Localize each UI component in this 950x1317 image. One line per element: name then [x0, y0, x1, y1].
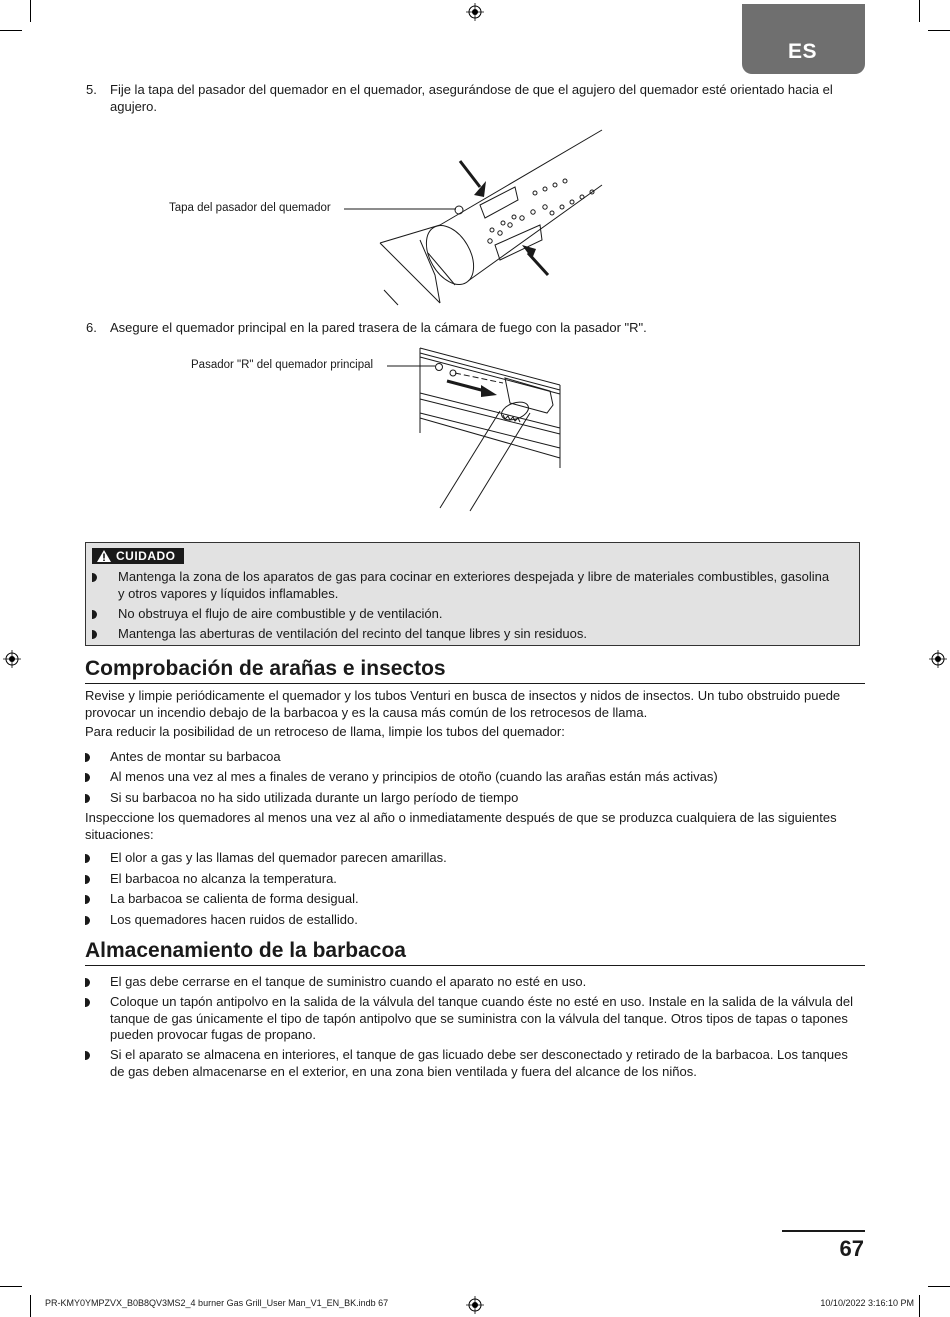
registration-mark-icon — [3, 650, 21, 668]
bullet-icon — [92, 610, 97, 619]
step-text: Asegure el quemador principal en la pared trasera de la cámara de fuego con la pasador "R". — [110, 320, 647, 335]
step-5 — [86, 82, 866, 116]
caution-label: CUIDADO — [116, 549, 176, 563]
bullet-icon — [85, 773, 90, 782]
list-item-text: La barbacoa se calienta de forma desigual. — [110, 891, 359, 906]
list-item-text: Si el aparato se almacena en interiores, el tanque de gas licuado debe ser desconectado y retirado de la barbacoa. Los tanques de gas deben almacenarse en el exterior, en una zona bien ventilada y fuera del alcance de los niños. — [110, 1047, 848, 1079]
caution-box — [85, 542, 860, 646]
section-paragraph: Inspeccione los quemadores al menos una vez al año o inmediatamente después de que se produzca cualquiera de las siguientes situaciones: — [85, 810, 837, 842]
bullet-icon — [92, 573, 97, 582]
caution-badge — [92, 548, 184, 564]
bullet-icon — [85, 794, 90, 803]
registration-mark-icon — [929, 650, 947, 668]
list-item-text: El gas debe cerrarse en el tanque de suministro cuando el aparato no esté en uso. — [110, 974, 587, 989]
caution-item-text: Mantenga la zona de los aparatos de gas para cocinar en exteriores despejada y libre de materiales combustibles, gasolina y otros vapores y líquidos inflamables. — [118, 569, 830, 601]
crop-mark — [0, 1286, 22, 1287]
registration-mark-icon — [466, 3, 484, 21]
caution-item-text: Mantenga las aberturas de ventilación del recinto del tanque libres y sin residuos. — [118, 626, 587, 641]
caution-item — [92, 626, 852, 643]
list-item-text: Al menos una vez al mes a finales de verano y principios de otoño (cuando las arañas están más activas) — [110, 769, 718, 784]
main-burner-r-pin-illustration — [385, 343, 565, 513]
crop-mark — [919, 1295, 920, 1317]
bullet-icon — [85, 854, 90, 863]
crop-mark — [30, 1295, 31, 1317]
figure-callout: Pasador "R" del quemador principal — [191, 359, 374, 371]
section-heading: Comprobación de arañas e insectos — [85, 656, 865, 684]
step-6 — [86, 320, 866, 338]
crop-mark — [0, 30, 22, 31]
crop-mark — [928, 1286, 950, 1287]
bullet-icon — [85, 998, 90, 1007]
language-tab — [742, 4, 865, 74]
list-item-text: Los quemadores hacen ruidos de estallido. — [110, 912, 358, 927]
section-paragraph: Para reducir la posibilidad de un retroceso de llama, limpie los tubos del quemador: — [85, 724, 565, 739]
list-item-text: Coloque un tapón antipolvo en la salida de la válvula del tanque cuando éste no esté en uso. Instale en la salida de la válvula del tanque de gas únicamente el tipo de tapón antipolvo que se suministra con la válvula del tanque. Otros tipos de tapas o tapones pueden provocar fugas de propano. — [110, 994, 853, 1042]
bullet-icon — [85, 753, 90, 762]
list-item-text: Antes de montar su barbacoa — [110, 749, 281, 764]
list-item-text: El olor a gas y las llamas del quemador parecen amarillas. — [110, 850, 447, 865]
crop-mark — [928, 30, 950, 31]
registration-mark-icon — [466, 1296, 484, 1314]
caution-item-text: No obstruya el flujo de aire combustible y de ventilación. — [118, 606, 443, 621]
bullet-icon — [92, 630, 97, 639]
bullet-icon — [85, 875, 90, 884]
step-text: Fije la tapa del pasador del quemador en el quemador, asegurándose de que el agujero del quemador esté orientado hacia el agujero. — [110, 82, 833, 114]
caution-item — [92, 569, 852, 603]
section-heading: Almacenamiento de la barbacoa — [85, 938, 865, 966]
page-number: 67 — [839, 1236, 864, 1261]
step-number: 5. — [86, 82, 97, 97]
caution-item — [92, 606, 852, 623]
language-tab-label: ES — [787, 40, 817, 63]
step-number: 6. — [86, 320, 97, 335]
bullet-icon — [85, 1051, 90, 1060]
section-paragraph: Revise y limpie periódicamente el quemador y los tubos Venturi en busca de insectos y nidos de insectos. Un tubo obstruido puede provocar un incendio debajo de la barbacoa y es la causa más común de los retrocesos de llama. — [85, 688, 841, 720]
burner-pin-cap-illustration — [340, 125, 610, 310]
page-number-rule — [782, 1230, 865, 1232]
footer-file-info: PR-KMY0YMPZVX_B0B8QV3MS2_4 burner Gas Grill_User Man_V1_EN_BK.indb 67 — [45, 1298, 389, 1308]
figure-callout: Tapa del pasador del quemador — [169, 202, 331, 214]
bullet-icon — [85, 978, 90, 987]
bullet-icon — [85, 895, 90, 904]
crop-mark — [919, 0, 920, 22]
footer-timestamp: 10/10/2022 3:16:10 PM — [820, 1298, 914, 1308]
warning-icon — [96, 549, 112, 563]
bullet-icon — [85, 916, 90, 925]
list-item-text: El barbacoa no alcanza la temperatura. — [110, 871, 337, 886]
crop-mark — [30, 0, 31, 22]
list-item-text: Si su barbacoa no ha sido utilizada durante un largo período de tiempo — [110, 790, 519, 805]
